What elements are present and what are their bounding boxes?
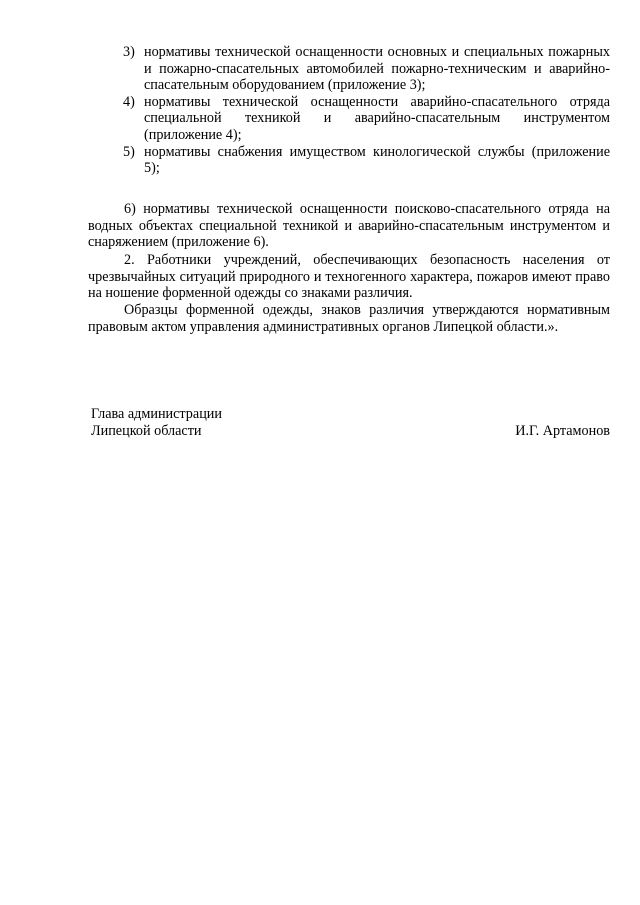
paragraph-text: 6) нормативы технической оснащенности поисково-спасательного отряда на водных объектах специальной техникой и аварийно-спасательным инструментом и снаряжением (приложение 6). — [88, 201, 610, 251]
list-item-4 — [120, 94, 610, 144]
list-item-3 — [120, 44, 610, 94]
signature-row — [91, 423, 610, 440]
list-item-number: 5) — [123, 143, 135, 160]
appendix-list — [120, 44, 610, 177]
signature-title-line2: Липецкой области — [91, 422, 202, 439]
list-item-number: 3) — [123, 44, 135, 60]
list-item-5 — [120, 144, 610, 177]
paragraph-samples — [88, 302, 610, 335]
list-item-text: нормативы технической оснащенности основных и специальных пожарных и пожарно-спасательных автомобилей пожарно-техническим и аварийно-спасательным оборудованием (приложение 3); — [144, 44, 610, 94]
paragraph-text: 2. Работники учреждений, обеспечивающих безопасность населения от чрезвычайных ситуаций природного и техногенного характера, пожаров имеют право на ношение форменной одежды со знаками различия. — [88, 252, 610, 302]
signatory-name: И.Г. Артамонов — [515, 422, 610, 439]
paragraph-item-6 — [88, 201, 610, 251]
paragraph-text: Образцы форменной одежды, знаков различия утверждаются нормативным правовым актом управления административных органов Липецкой области.». — [88, 302, 610, 335]
list-item-text: нормативы технической оснащенности аварийно-спасательного отряда специальной техникой и аварийно-спасательным инструментом (приложение 4); — [144, 93, 610, 143]
paragraph-item-2 — [88, 252, 610, 302]
signature-title-line1: Глава администрации — [91, 406, 222, 422]
list-item-number: 4) — [123, 93, 135, 110]
list-item-text: нормативы снабжения имуществом кинологической службы (приложение 5); — [144, 143, 610, 177]
signature-block — [91, 406, 610, 439]
